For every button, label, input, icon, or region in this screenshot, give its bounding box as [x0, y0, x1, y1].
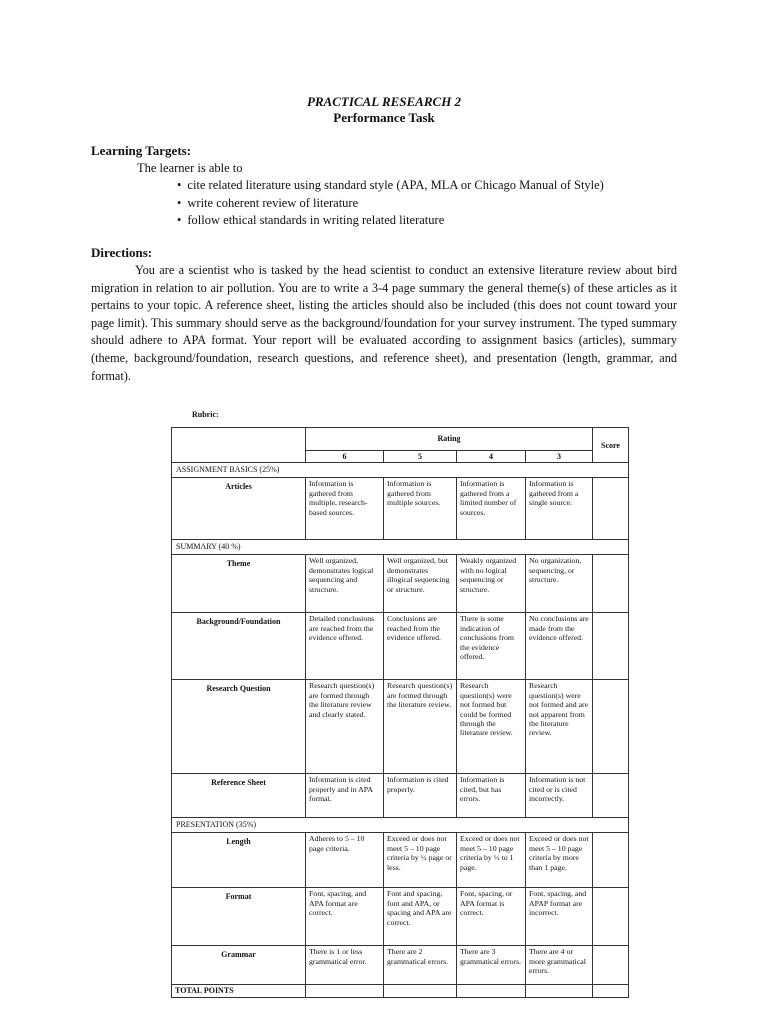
rubric-cell: Information is cited, but has errors. [457, 774, 526, 818]
score-cell [593, 680, 629, 774]
table-row [172, 555, 629, 613]
score-cell [593, 888, 629, 946]
rubric-cell: There are 3 grammatical errors. [457, 946, 526, 985]
rating-value: 3 [526, 451, 593, 463]
criterion-label: Theme [172, 555, 306, 613]
score-cell [593, 833, 629, 888]
score-cell [593, 946, 629, 985]
rubric-cell: Well organized, but demonstrates illogical sequencing or structure. [384, 555, 457, 613]
document-subtitle: Performance Task [333, 110, 435, 125]
learning-target-item: • write coherent review of literature [177, 195, 604, 213]
score-cell [593, 555, 629, 613]
rubric-cell: Research question(s) are formed through the literature review and clearly stated. [306, 680, 384, 774]
rubric-cell: There are 2 grammatical errors. [384, 946, 457, 985]
rating-value: 4 [457, 451, 526, 463]
table-row [172, 613, 629, 680]
score-header: Score [593, 428, 629, 463]
rubric-cell: Font and spacing, font and APA, or spacing and APA are correct. [384, 888, 457, 946]
rubric-cell: Well organized, demonstrates logical sequencing and structure. [306, 555, 384, 613]
section-title: SUMMARY (40 %) [172, 540, 629, 555]
rubric-cell: Adheres to 5 – 10 page criteria. [306, 833, 384, 888]
criterion-label: Background/Foundation [172, 613, 306, 680]
rating-header: Rating [306, 428, 593, 451]
rubric-cell: Research question(s) are formed through the literature review. [384, 680, 457, 774]
total-row [172, 985, 629, 998]
criterion-label: Format [172, 888, 306, 946]
rubric-label: Rubric: [192, 410, 219, 419]
rubric-cell: Research question(s) were not formed and are not apparent from the literature review. [526, 680, 593, 774]
rubric-cell: Research question(s) were not formed but could be formed through the literature review. [457, 680, 526, 774]
table-row [172, 888, 629, 946]
score-cell [593, 774, 629, 818]
rubric-cell: Conclusions are reached from the evidence offered. [384, 613, 457, 680]
section-title: ASSIGNMENT BASICS (25%) [172, 463, 629, 478]
score-cell [593, 613, 629, 680]
rubric-cell: Exceed or does not meet 5 – 10 page criteria by more than 1 page. [526, 833, 593, 888]
criterion-label: Length [172, 833, 306, 888]
rubric-cell: Information is gathered from multiple, research-based sources. [306, 478, 384, 540]
rating-value: 6 [306, 451, 384, 463]
rating-value: 5 [384, 451, 457, 463]
directions-body: You are a scientist who is tasked by the head scientist to conduct an extensive literature review about bird migration in relation to air pollution. You are to write a 3-4 page summary the general theme(s) of these articles as it pertains to your topic. A reference sheet, listing the articles should also be included (this does not count toward your page limit). This summary should serve as the background/foundation for your survey instrument. The typed summary should adhere to APA format. Your report will be evaluated according to assignment basics (articles), summary (theme, background/foundation, research questions, and reference sheet), and presentation (length, grammar, and format). [91, 263, 677, 383]
table-row [172, 833, 629, 888]
table-row [172, 478, 629, 540]
rubric-cell: There is 1 or less grammatical error. [306, 946, 384, 985]
rubric-cell: No organization, sequencing, or structure. [526, 555, 593, 613]
section-row [172, 540, 629, 555]
table-row [172, 774, 629, 818]
rubric-cell: There are 4 or more grammatical errors. [526, 946, 593, 985]
rubric-cell: Weakly organized with no logical sequencing or structure. [457, 555, 526, 613]
total-score-cell [593, 985, 629, 998]
table-row [172, 946, 629, 985]
section-row [172, 463, 629, 478]
section-row [172, 818, 629, 833]
rubric-cell: Font, spacing, and APA format are correct. [306, 888, 384, 946]
learning-targets-heading: Learning Targets: [91, 143, 192, 158]
criterion-label: Research Question [172, 680, 306, 774]
table-row [172, 680, 629, 774]
rubric-cell: Detailed conclusions are reached from the evidence offered. [306, 613, 384, 680]
rubric-cell: No conclusions are made from the evidence offered. [526, 613, 593, 680]
rubric-cell: Information is gathered from multiple sources. [384, 478, 457, 540]
rubric-header-row [172, 428, 629, 451]
directions-heading: Directions: [91, 245, 153, 260]
criterion-label: Reference Sheet [172, 774, 306, 818]
criterion-label: Grammar [172, 946, 306, 985]
rubric-cell: Information is gathered from a single source. [526, 478, 593, 540]
rubric-cell: Information is not cited or is cited incorrectly. [526, 774, 593, 818]
rubric-cell: Exceed or does not meet 5 – 10 page criteria by ½ to 1 page. [457, 833, 526, 888]
document-title: PRACTICAL RESEARCH 2 [306, 94, 462, 109]
criterion-label: Articles [172, 478, 306, 540]
learning-targets-list [177, 177, 604, 230]
section-title: PRESENTATION (35%) [172, 818, 629, 833]
rubric-cell: Font, spacing, and APAP format are incorrect. [526, 888, 593, 946]
learning-targets-intro: The learner is able to [137, 161, 243, 175]
rubric-cell: Information is gathered from a limited number of sources. [457, 478, 526, 540]
learning-target-item: • follow ethical standards in writing related literature [177, 212, 604, 230]
rubric-cell: There is some indication of conclusions from the evidence offered. [457, 613, 526, 680]
rubric-cell: Exceed or does not meet 5 – 10 page criteria by ½ page or less. [384, 833, 457, 888]
learning-target-item: • cite related literature using standard style (APA, MLA or Chicago Manual of Style) [177, 177, 604, 195]
total-label: TOTAL POINTS [172, 985, 306, 998]
rubric-cell: Font, spacing, or APA format is correct. [457, 888, 526, 946]
rubric-cell: Information is cited properly. [384, 774, 457, 818]
rubric-cell: Information is cited properly and in APA format. [306, 774, 384, 818]
rubric-table [171, 427, 629, 998]
score-cell [593, 478, 629, 540]
